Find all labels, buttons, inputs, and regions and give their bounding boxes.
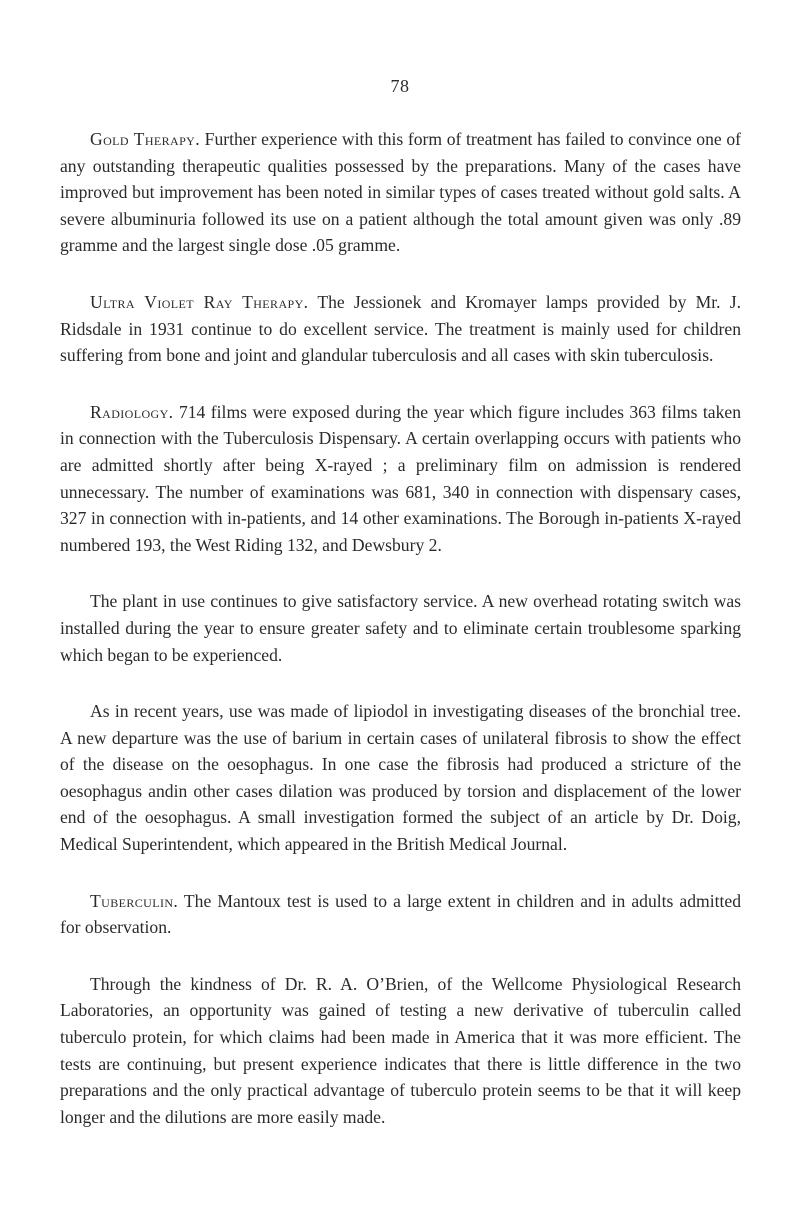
paragraph-radiology xyxy=(60,399,741,559)
paragraph-text: 714 films were exposed during the year which figure includes 363 films taken in connection with the Tuberculosis Dispensary. A certain overlapping occurs with patients who are admitted shortly after being X-rayed ; a preliminary film on admission is rendered unnecessary. The number of examinations was 681, 340 in connection with dispensary cases, 327 in connection with in-patients, and 14 other examinations. The Borough in-patients X-rayed numbered 193, the West Riding 132, and Dewsbury 2. xyxy=(60,401,741,555)
paragraph-tuberculin xyxy=(60,888,741,941)
paragraph-text: The plant in use continues to give satisfactory service. A new overhead rotating switch was installed during the year to ensure greater safety and to eliminate certain troublesome sparking which began to be experienced. xyxy=(60,591,741,665)
heading-ultra-violet-ray-therapy: Ultra Violet Ray Therapy. xyxy=(90,291,309,312)
paragraph-text: Further experience with this form of treatment has failed to convince one of any outstanding therapeutic qualities possessed by the preparations. Many of the cases have improved but improvement has been noted in similar types of cases treated without gold salts. A severe albuminuria followed its use on a patient although the total amount given was only .89 gramme and the largest single dose .05 gramme. xyxy=(60,129,741,256)
paragraph-text: As in recent years, use was made of lipiodol in investigating diseases of the bronchial tree. A new departure was the use of barium in certain cases of unilateral fibrosis to show the effect of the disease on the oesophagus. In one case the fibrosis had produced a stricture of the oesophagus andin other cases dilation was produced by torsion and displacement of the lower end of the oesophagus. A small investigation formed the subject of an article by Dr. Doig, Medical Superintendent, which appeared in the British Medical Journal. xyxy=(60,701,741,855)
paragraph-gold-therapy xyxy=(60,126,741,259)
paragraph-text: Through the kindness of Dr. R. A. O’Brien, of the Wellcome Physiological Research Laboratories, an opportunity was gained of testing a new derivative of tuberculin called tuberculo protein, for which claims had been made in America that it was more efficient. The tests are continuing, but present experience indicates that there is little difference in the two preparations and the only practical advantage of tuberculo protein seems to be that it will keep longer and the dilutions are more easily made. xyxy=(60,973,741,1127)
paragraph-tuberculo-protein xyxy=(60,971,741,1131)
body-text xyxy=(60,126,741,1160)
heading-tuberculin: Tuberculin. xyxy=(90,890,179,911)
paragraph-lipiodol xyxy=(60,698,741,858)
paragraph-text: The Jessionek and Kromayer lamps provided by Mr. J. Ridsdale in 1931 continue to do excellent service. The treatment is mainly used for children suffering from bone and joint and glandular tuberculosis and all cases with skin tuberculosis. xyxy=(60,291,741,366)
paragraph-plant xyxy=(60,588,741,668)
paragraph-text: The Mantoux test is used to a large extent in children and in adults admitted for observation. xyxy=(60,890,741,938)
heading-gold-therapy: Gold Therapy. xyxy=(90,129,201,149)
page-number: 78 xyxy=(390,76,410,96)
heading-radiology: Radiology. xyxy=(90,401,174,422)
paragraph-ultra-violet-ray-therapy xyxy=(60,289,741,369)
